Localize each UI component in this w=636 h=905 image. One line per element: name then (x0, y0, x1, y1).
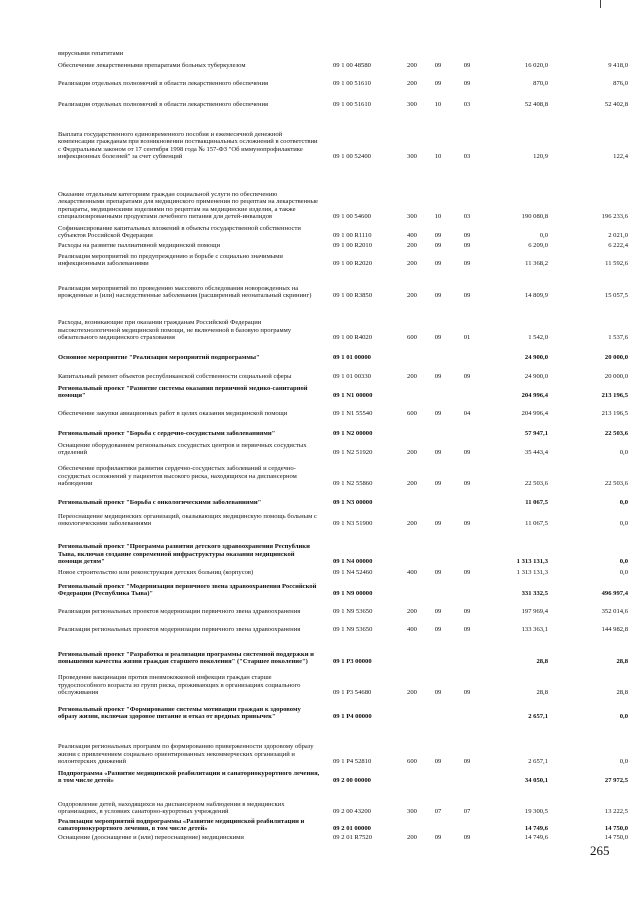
cell-csr: 09 1 00 54600 (333, 213, 371, 221)
cell-vr: 600 (407, 334, 417, 342)
cell-rz: 09 (434, 758, 442, 766)
cell-pr: 09 (463, 520, 471, 528)
table-row (0, 430, 636, 438)
cell-pr: 03 (463, 153, 471, 161)
cell-csr: 09 1 00 R3850 (333, 292, 373, 300)
cell-y2: 52 402,8 (604, 101, 628, 109)
cell-rz: 10 (434, 153, 442, 161)
table-row (0, 817, 636, 833)
table-row (0, 769, 636, 785)
cell-csr: 09 1 N3 00000 (333, 499, 373, 507)
table-row (0, 224, 636, 240)
cell-vr: 600 (407, 410, 417, 418)
cell-y2: 15 057,5 (604, 292, 628, 300)
cell-csr: 09 1 P4 52810 (333, 758, 372, 766)
table-row (0, 743, 636, 766)
cell-csr: 09 1 00 52400 (333, 153, 371, 161)
cell-y2: 14 750,0 (604, 834, 628, 842)
cell-pr: 01 (463, 334, 471, 342)
cell-csr: 09 1 00 51610 (333, 80, 371, 88)
cell-vr: 200 (407, 373, 417, 381)
cell-pr: 09 (463, 689, 471, 697)
table-row (0, 834, 636, 842)
cell-rz: 09 (434, 292, 442, 300)
cell-y2: 0,0 (619, 499, 628, 507)
cell-name: Основное мероприятие "Реализация мероприятий подпрограммы" (58, 354, 260, 362)
cell-y2: 122,4 (613, 153, 628, 161)
cell-rz: 09 (434, 260, 442, 268)
cell-y2: 2 021,0 (608, 232, 628, 240)
cell-rz: 09 (434, 626, 442, 634)
cell-y2: 0,0 (619, 449, 628, 457)
cell-y2: 0,0 (619, 713, 628, 721)
cell-vr: 300 (407, 153, 417, 161)
table-row (0, 354, 636, 362)
cell-name: Обеспечение лекарственными препаратами больных туберкулезом (58, 62, 246, 70)
cell-y1: 870,0 (533, 80, 548, 88)
cell-y2: 0,0 (619, 758, 628, 766)
cell-vr: 200 (407, 834, 417, 842)
cell-y1: 52 408,8 (524, 101, 548, 109)
cell-y1: 57 947,1 (524, 430, 548, 438)
cell-pr: 03 (463, 101, 471, 109)
table-row (0, 373, 636, 381)
cell-pr: 09 (463, 373, 471, 381)
cell-y1: 6 209,0 (528, 242, 548, 250)
cell-name: Софинансирование капитальных вложений в объекты государственной собственности субъектов Российской Федерации (58, 224, 301, 240)
cell-pr: 09 (463, 626, 471, 634)
cell-y1: 28,8 (536, 689, 548, 697)
cell-y1: 34 050,1 (524, 777, 548, 785)
cell-name: Оснащение оборудованием региональных сосудистых центров и первичных сосудистых отделений (58, 441, 307, 457)
cell-vr: 200 (407, 62, 417, 70)
cell-csr: 09 1 N3 51900 (333, 520, 373, 528)
cell-y1: 197 969,4 (521, 608, 548, 616)
cell-name: Региональный проект "Борьба с сердечно-сосудистыми заболеваниями" (58, 430, 276, 438)
table-row (0, 319, 636, 342)
cell-y1: 16 020,0 (524, 62, 548, 70)
cell-y2: 0,0 (619, 558, 628, 566)
table-row (0, 650, 636, 666)
cell-pr: 09 (463, 80, 471, 88)
cell-y1: 204 996,4 (521, 392, 548, 400)
cell-name: Расходы, возникающие при оказании гражданам Российской Федерации высокотехнологичной медицинской помощи, не включенной в базовую программу обязательного медицинского страхования (58, 319, 292, 342)
cell-pr: 09 (463, 292, 471, 300)
cell-pr: 09 (463, 449, 471, 457)
cell-name: Реализация отдельных полномочий в области лекарственного обеспечения (58, 80, 269, 88)
cell-csr: 09 1 P3 00000 (333, 658, 372, 666)
cell-y2: 28,8 (616, 689, 628, 697)
cell-y1: 331 332,5 (521, 590, 548, 598)
cell-vr: 600 (407, 758, 417, 766)
cell-name: Подпрограмма «Развитие медицинской реабилитации и санаторнокурортного лечения, в том числе детей» (58, 769, 320, 785)
cell-rz: 09 (434, 334, 442, 342)
cell-pr: 09 (463, 608, 471, 616)
cell-name: вирусными гепатитами (58, 50, 124, 58)
cell-rz: 09 (434, 608, 442, 616)
cell-y1: 14 809,9 (524, 292, 548, 300)
cell-y2: 6 222,4 (608, 242, 628, 250)
cell-csr: 09 2 00 43200 (333, 808, 371, 816)
cell-vr: 200 (407, 520, 417, 528)
cell-pr: 09 (463, 758, 471, 766)
cell-csr: 09 1 N2 55860 (333, 480, 373, 488)
cell-name: Региональный проект "Модернизация первичного звена здравоохранения Российской Федерации (Республика Тыва)" (58, 582, 317, 598)
corner-mark (600, 0, 601, 8)
cell-csr: 09 1 00 R4020 (333, 334, 373, 342)
cell-csr: 09 2 00 00000 (333, 777, 371, 785)
table-row (0, 190, 636, 221)
cell-name: Капитальный ремонт объектов республиканской собственности социальной сферы (58, 373, 292, 381)
cell-csr: 09 1 N1 55540 (333, 410, 373, 418)
cell-y2: 496 997,4 (601, 590, 628, 598)
cell-y2: 0,0 (619, 520, 628, 528)
cell-csr: 09 2 01 R7520 (333, 834, 373, 842)
table-row (0, 705, 636, 721)
table-row (0, 101, 636, 109)
cell-y1: 14 749,6 (524, 834, 548, 842)
cell-csr: 09 1 00 R2010 (333, 242, 373, 250)
table-row (0, 441, 636, 457)
cell-y2: 196 233,6 (601, 213, 628, 221)
cell-rz: 09 (434, 80, 442, 88)
cell-y1: 28,8 (536, 658, 548, 666)
cell-csr: 09 1 N4 00000 (333, 558, 373, 566)
cell-y1: 1 313 131,3 (516, 558, 548, 566)
cell-rz: 10 (434, 213, 442, 221)
cell-y2: 28,8 (616, 658, 628, 666)
cell-y2: 14 750,0 (604, 825, 628, 833)
cell-pr: 07 (463, 808, 471, 816)
cell-y1: 2 657,1 (528, 713, 548, 721)
cell-y1: 22 503,6 (524, 480, 548, 488)
cell-name: Региональный проект "Развитие системы оказания первичной медико-санитарной помощи" (58, 384, 308, 400)
table-row (0, 512, 636, 528)
cell-y1: 19 300,5 (524, 808, 548, 816)
cell-csr: 09 1 00 48580 (333, 62, 371, 70)
cell-csr: 09 1 00 R1110 (333, 232, 372, 240)
table-row (0, 582, 636, 598)
cell-rz: 09 (434, 689, 442, 697)
cell-csr: 09 1 00 R2020 (333, 260, 373, 268)
cell-name: Выплата государственного единовременного пособия и ежемесячной денежной компенсации гражданам при возникновении поствакцинальных осложнений в соответствии с Федеральным законом от 17 сентября 1998 года № 157-ФЗ "Об иммунопрофилактике инфекционных болезней" за счет субвенций (58, 130, 318, 161)
cell-vr: 200 (407, 242, 417, 250)
cell-name: Региональный проект "Разработка и реализация программы системной поддержки и повышения качества жизни граждан старшего поколения" ("Старшее поколение") (58, 650, 314, 666)
cell-y1: 35 443,4 (524, 449, 548, 457)
cell-pr: 03 (463, 213, 471, 221)
cell-rz: 09 (434, 242, 442, 250)
cell-y2: 144 982,8 (601, 626, 628, 634)
table-row (0, 674, 636, 697)
cell-vr: 200 (407, 608, 417, 616)
cell-y2: 0,0 (619, 569, 628, 577)
cell-pr: 09 (463, 569, 471, 577)
cell-y2: 213 196,5 (601, 392, 628, 400)
cell-y1: 1 313 131,3 (516, 569, 548, 577)
cell-rz: 09 (434, 62, 442, 70)
cell-name: Реализация мероприятий по проведению массового обследования новорожденных на врожденные и (или) наследственные заболевания (расширенный неонатальный скрининг) (58, 284, 312, 300)
cell-csr: 09 1 N9 53650 (333, 608, 373, 616)
cell-vr: 300 (407, 213, 417, 221)
cell-vr: 300 (407, 808, 417, 816)
cell-name: Обеспечение закупки авиационных работ в целях оказания медицинской помощи (58, 410, 288, 418)
cell-csr: 09 1 N2 00000 (333, 430, 373, 438)
cell-name: Оснащение (дооснащение и (или) переоснащение) медицинскими (58, 834, 244, 842)
cell-name: Оказание отдельным категориям граждан социальной услуги по обеспечению лекарственными препаратами для медицинского применения по рецептам на лекарственные препараты, медицинскими изделиями по рецептам на медицинские изделия, а также специализированными продуктами лечебного питания для детей-инвалидов (58, 190, 318, 221)
cell-name: Обеспечение профилактики развития сердечно-сосудистых заболеваний и сердечно-сосудистых осложнений у пациентов высокого риска, находящихся на диспансерном наблюдении (58, 465, 297, 488)
cell-csr: 09 1 N4 52460 (333, 569, 373, 577)
cell-pr: 09 (463, 62, 471, 70)
cell-y1: 1 542,0 (528, 334, 548, 342)
cell-name: Региональный проект "Формирование системы мотивации граждан к здоровому образу жизни, включая здоровое питание и отказ от вредных привычек" (58, 705, 301, 721)
cell-vr: 200 (407, 292, 417, 300)
table-row (0, 543, 636, 566)
cell-y2: 13 222,5 (604, 808, 628, 816)
cell-y2: 213 196,5 (601, 410, 628, 418)
cell-csr: 09 1 01 00000 (333, 354, 371, 362)
cell-rz: 09 (434, 232, 442, 240)
cell-name: Переоснащение медицинских организаций, оказывающих медицинскую помощь больным с онкологическими заболеваниями (58, 512, 317, 528)
cell-y2: 20 000,0 (604, 373, 628, 381)
cell-vr: 400 (407, 232, 417, 240)
cell-csr: 09 1 N9 53650 (333, 626, 373, 634)
cell-pr: 09 (463, 480, 471, 488)
cell-y2: 27 972,5 (604, 777, 628, 785)
cell-y1: 190 080,8 (521, 213, 548, 221)
cell-y1: 11 067,5 (525, 499, 548, 507)
cell-vr: 200 (407, 80, 417, 88)
cell-name: Реализация региональных проектов модернизации первичного звена здравоохранения (58, 626, 301, 634)
cell-csr: 09 1 01 00330 (333, 373, 371, 381)
cell-name: Региональный проект "Программа развития детского здравоохранения Республики Тыва, включая создание современной инфраструктуры оказания медицинской помощи детям" (58, 543, 310, 566)
table-row (0, 384, 636, 400)
cell-pr: 09 (463, 232, 471, 240)
table-row (0, 608, 636, 616)
table-row (0, 50, 636, 58)
cell-rz: 09 (434, 834, 442, 842)
cell-rz: 09 (434, 520, 442, 528)
cell-y1: 2 657,1 (528, 758, 548, 766)
table-row (0, 626, 636, 634)
cell-y1: 204 996,4 (521, 410, 548, 418)
cell-rz: 09 (434, 449, 442, 457)
cell-y2: 11 592,6 (605, 260, 628, 268)
table-row (0, 499, 636, 507)
cell-name: Региональный проект "Борьба с онкологическими заболеваниями" (58, 499, 262, 507)
table-row (0, 465, 636, 488)
cell-name: Расходы на развитие паллиативной медицинской помощи (58, 242, 221, 250)
cell-pr: 09 (463, 242, 471, 250)
table-row (0, 800, 636, 816)
cell-pr: 09 (463, 834, 471, 842)
table-row (0, 80, 636, 88)
cell-y2: 9 418,0 (608, 62, 628, 70)
cell-name: Реализация региональных программ по формированию приверженности здоровому образу жизни с привлечением социально ориентированных некоммерческих организаций и волонтерских движений (58, 743, 314, 766)
cell-name: Проведение вакцинации против пневмококковой инфекции граждан старше трудоспособного возраста из групп риска, проживающих в организациях социального обслуживания (58, 674, 301, 697)
cell-y1: 11 067,5 (525, 520, 548, 528)
cell-pr: 09 (463, 260, 471, 268)
cell-y2: 20 000,0 (604, 354, 628, 362)
cell-csr: 09 1 00 51610 (333, 101, 371, 109)
cell-y1: 0,0 (539, 232, 548, 240)
cell-y1: 24 900,0 (524, 354, 548, 362)
cell-name: Реализация региональных проектов модернизации первичного звена здравоохранения (58, 608, 301, 616)
table-row (0, 252, 636, 268)
table-row (0, 569, 636, 577)
cell-y2: 22 503,6 (604, 430, 628, 438)
cell-y1: 24 900,0 (524, 373, 548, 381)
cell-y1: 14 749,6 (524, 825, 548, 833)
cell-vr: 400 (407, 569, 417, 577)
cell-csr: 09 2 01 00000 (333, 825, 371, 833)
cell-vr: 400 (407, 626, 417, 634)
cell-y2: 1 537,6 (608, 334, 628, 342)
cell-name: Оздоровление детей, находящихся на диспансерном наблюдении в медицинских организациях, в условиях санаторно-курортных учреждений (58, 800, 285, 816)
cell-y1: 120,9 (533, 153, 548, 161)
cell-rz: 10 (434, 101, 442, 109)
cell-vr: 200 (407, 480, 417, 488)
cell-y1: 133 363,1 (521, 626, 548, 634)
cell-y1: 11 368,2 (525, 260, 548, 268)
cell-vr: 200 (407, 689, 417, 697)
table-row (0, 410, 636, 418)
table-row (0, 284, 636, 300)
table-row (0, 130, 636, 161)
cell-y2: 352 014,6 (601, 608, 628, 616)
cell-rz: 09 (434, 410, 442, 418)
cell-y2: 22 503,6 (604, 480, 628, 488)
cell-rz: 09 (434, 480, 442, 488)
cell-csr: 09 1 P4 00000 (333, 713, 372, 721)
cell-vr: 200 (407, 260, 417, 268)
page-number: 265 (590, 843, 610, 858)
cell-rz: 09 (434, 373, 442, 381)
cell-name: Реализация мероприятий по предупреждению и борьбе с социально значимыми инфекционными заболеваниями (58, 252, 283, 268)
cell-csr: 09 1 P3 54680 (333, 689, 372, 697)
cell-csr: 09 1 N2 51920 (333, 449, 373, 457)
table-row (0, 242, 636, 250)
cell-name: Реализация мероприятий подпрограммы «Развитие медицинской реабилитации и санаторнокурортного лечения, в том числе детей» (58, 817, 305, 833)
cell-y2: 876,0 (613, 80, 628, 88)
cell-name: Реализация отдельных полномочий в области лекарственного обеспечения (58, 101, 269, 109)
cell-rz: 07 (434, 808, 442, 816)
cell-rz: 09 (434, 569, 442, 577)
cell-csr: 09 1 N1 00000 (333, 392, 373, 400)
cell-pr: 04 (463, 410, 471, 418)
cell-csr: 09 1 N9 00000 (333, 590, 373, 598)
cell-vr: 300 (407, 101, 417, 109)
cell-vr: 200 (407, 449, 417, 457)
table-row (0, 62, 636, 70)
cell-name: Новое строительство или реконструкция детских больниц (корпусов) (58, 569, 254, 577)
